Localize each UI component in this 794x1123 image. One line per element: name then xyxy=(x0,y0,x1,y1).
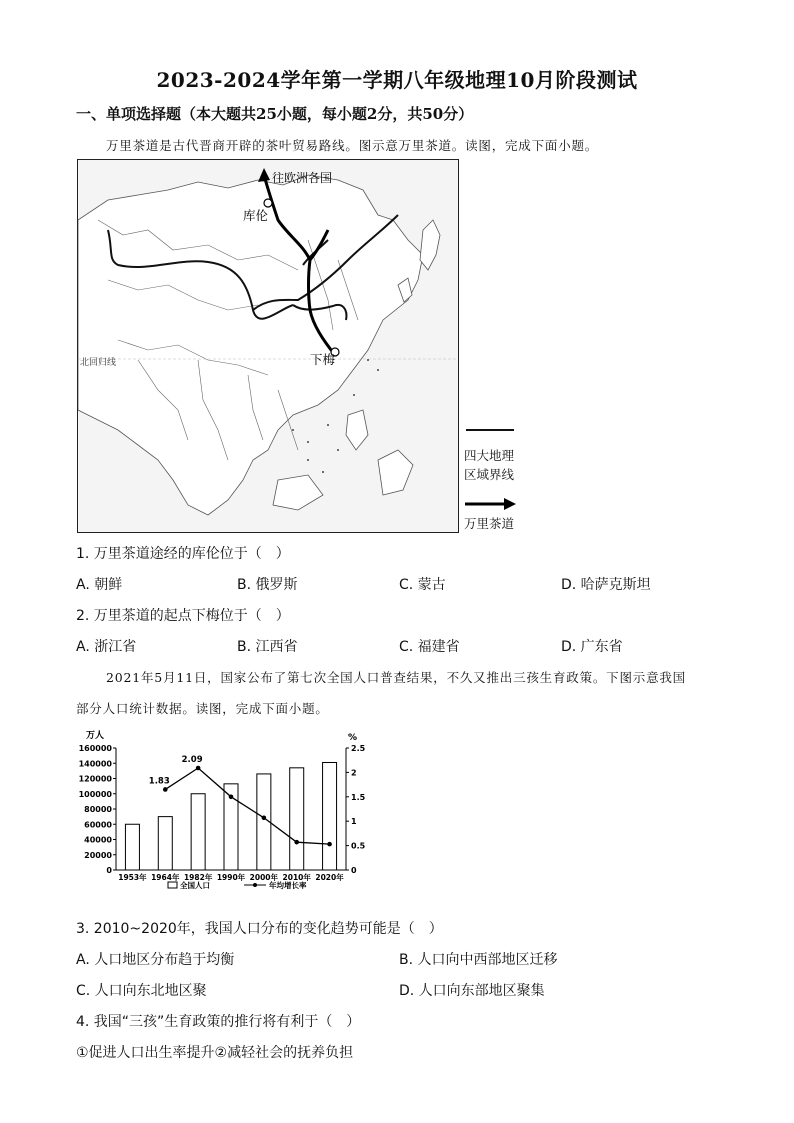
kulun-marker xyxy=(264,199,272,207)
europe-label: 往欧洲各国 xyxy=(272,171,333,185)
question-2-stem: 2. 万里茶道的起点下梅位于（ ） xyxy=(76,608,290,624)
left-tick-label: 140000 xyxy=(78,759,112,769)
question-1-stem: 1. 万里茶道途经的库伦位于（ ） xyxy=(76,546,290,562)
q1-option-a[interactable]: A. 朝鲜 xyxy=(76,577,123,593)
q3-option-c[interactable]: C. 人口向东北地区聚 xyxy=(76,983,207,999)
growth-rate-point xyxy=(327,842,332,847)
growth-rate-data-label: 2.09 xyxy=(181,755,203,766)
left-tick-label: 160000 xyxy=(78,744,112,753)
legend-line-label: 年均增长率 xyxy=(269,881,307,890)
right-tick-label: 0.5 xyxy=(351,841,366,851)
x-tick-label: 2010年 xyxy=(282,873,311,882)
question-4-statements: ①促进人口出生率提升②减轻社会的抚养负担 xyxy=(76,1045,354,1061)
right-tick-label: 0 xyxy=(351,866,357,875)
question-4-stem: 4. 我国“三孩”生育政策的推行将有利于（ ） xyxy=(76,1014,361,1030)
legend-boundary-line xyxy=(466,429,514,431)
left-tick-label: 20000 xyxy=(84,850,112,860)
q2-option-d[interactable]: D. 广东省 xyxy=(561,639,623,655)
left-tick-label: 60000 xyxy=(84,820,112,830)
q1-option-d[interactable]: D. 哈萨克斯坦 xyxy=(561,577,651,593)
section-heading: 一、单项选择题（本大题共25小题，每小题2分，共50分） xyxy=(76,105,474,123)
q3-option-a[interactable]: A. 人口地区分布趋于均衡 xyxy=(76,952,235,968)
intro-paragraph-2-line-1: 2021年5月11日，国家公布了第七次全国人口普查结果，不久又推出三孩生育政策。下图示意我国 xyxy=(106,670,686,685)
q1-option-c[interactable]: C. 蒙古 xyxy=(399,577,446,593)
tea-route-map xyxy=(77,159,459,533)
page-title: 2023-2024学年第一学期八年级地理10月阶段测试 xyxy=(156,68,638,92)
legend-route-arrow-icon xyxy=(464,497,518,511)
x-tick-label: 1953年 xyxy=(118,873,147,882)
left-axis-unit: 万人 xyxy=(86,731,105,741)
left-tick-label: 100000 xyxy=(78,789,112,799)
right-tick-label: 1 xyxy=(351,817,357,827)
intro-paragraph-2-line-2: 部分人口统计数据。读图，完成下面小题。 xyxy=(76,701,329,716)
left-tick-label: 0 xyxy=(106,866,112,875)
growth-rate-point xyxy=(196,766,201,771)
right-tick-label: 2 xyxy=(351,768,357,778)
growth-rate-point xyxy=(163,787,168,792)
x-tick-label: 1964年 xyxy=(151,873,180,882)
population-chart xyxy=(76,728,386,890)
population-bar xyxy=(125,824,139,870)
growth-rate-line xyxy=(165,768,329,844)
x-tick-label: 2000年 xyxy=(249,873,279,882)
left-tick-label: 40000 xyxy=(84,835,112,845)
x-tick-label: 1982年 xyxy=(183,873,213,882)
growth-rate-data-label: 1.83 xyxy=(148,776,170,787)
x-tick-label: 2020年 xyxy=(315,873,344,882)
intro-paragraph-1: 万里茶道是古代晋商开辟的茶叶贸易路线。图示意万里茶道。读图，完成下面小题。 xyxy=(106,138,599,153)
left-tick-label: 120000 xyxy=(78,774,112,784)
q2-option-c[interactable]: C. 福建省 xyxy=(399,639,460,655)
question-3-stem: 3. 2010~2020年，我国人口分布的变化趋势可能是（ ） xyxy=(76,921,443,937)
population-bar xyxy=(191,794,205,870)
growth-rate-point xyxy=(262,815,267,820)
legend-route-text: 万里茶道 xyxy=(464,516,515,531)
legend-bar-swatch xyxy=(168,882,177,888)
growth-rate-point xyxy=(294,840,299,845)
kulun-label: 库伦 xyxy=(243,208,269,223)
map-canvas xyxy=(78,160,458,532)
q3-option-d[interactable]: D. 人口向东部地区聚集 xyxy=(399,983,545,999)
population-bar xyxy=(323,762,337,870)
legend-bar-label: 全国人口 xyxy=(180,881,210,890)
left-tick-label: 80000 xyxy=(84,805,112,814)
right-tick-label: 1.5 xyxy=(351,792,366,802)
q2-option-b[interactable]: B. 江西省 xyxy=(237,639,298,655)
population-bar xyxy=(158,817,172,870)
growth-rate-point xyxy=(229,795,234,800)
tropic-label: 北回归线 xyxy=(80,358,117,368)
q3-option-b[interactable]: B. 人口向中西部地区迁移 xyxy=(399,952,558,968)
right-tick-label: 2.5 xyxy=(351,744,366,753)
xiamei-label: 下梅 xyxy=(310,352,336,367)
population-bar xyxy=(290,768,304,870)
right-axis-unit: % xyxy=(348,733,358,743)
q2-option-a[interactable]: A. 浙江省 xyxy=(76,639,137,655)
x-tick-label: 1990年 xyxy=(216,873,246,882)
legend-line-marker xyxy=(253,883,257,887)
q1-option-b[interactable]: B. 俄罗斯 xyxy=(237,577,298,593)
legend-boundary-text: 四大地理 区域界线 xyxy=(464,448,515,482)
